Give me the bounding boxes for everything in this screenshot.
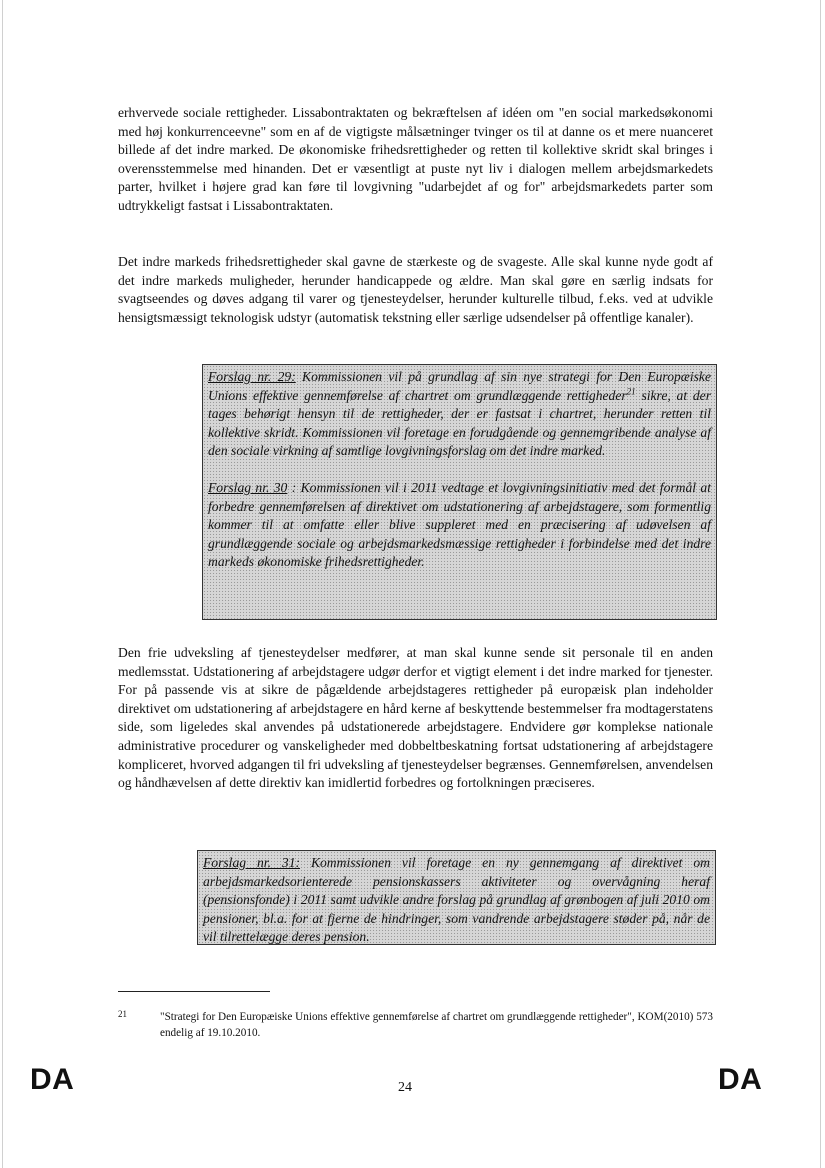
body-paragraph-1: erhvervede sociale rettigheder. Lissabontraktaten og bekræftelsen af idéen om "en social markedsøkonomi med høj konkurrenceevne" som en af de vigtigste målsætninger tvinger os til at danne os et mere nuanceret billede af det indre marked. De økonomiske frihedsrettigheder og retten til kollektive skridt skal bringes i overensstemmelse med hinanden. Det er væsentligt at puste nyt liv i dialogen mellem arbejdsmarkedets parter, hvilket i højere grad kan føre til lovgivning "udarbejdet af og for" arbejdsmarkedets parter som udtrykkeligt fastsat i Lissabontraktaten. <box>118 105 713 213</box>
footnote-text: "Strategi for Den Europæiske Unions effektive gennemførelse af chartret om grundlæggende rettigheder", KOM(2010) 573 endelig af 19.10.2010. <box>160 1011 713 1039</box>
page-number: 24 <box>398 1080 412 1095</box>
footnote-ref-21[interactable]: 21 <box>626 386 636 397</box>
proposal-29-text-a: Kommissionen vil på grundlag af sin nye strategi for Den Europæiske Unions effektive gennemførelse af chartret om grundlæggende rettigheder <box>208 369 712 403</box>
footnote-separator <box>118 991 270 992</box>
proposal-29-label: Forslag nr. 29: <box>208 369 296 384</box>
proposal-30-label: Forslag nr. 30 <box>208 479 288 495</box>
proposal-30 <box>208 479 711 572</box>
scan-right-edge <box>820 0 821 1168</box>
proposal-31-label: Forslag nr. 31: <box>203 855 301 870</box>
proposal-box-29-30 <box>202 364 717 620</box>
proposal-29-text-b: sikre, at der tages behørigt hensyn til de rettigheder, der er fastsat i chartret, herunder retten til kollektive skridt. Kommissionen vil foretage en forudgående og gennemgribende analyse af den sociale virkning af samtlige lovgivningsforslag om det indre marked. <box>208 387 711 459</box>
footnote-number: 21 <box>118 1009 127 1019</box>
body-paragraph-2: Det indre markeds frihedsrettigheder skal gavne de stærkeste og de svageste. Alle skal kunne nyde godt af det indre markeds muligheder, herunder handicappede og ældre. Man skal gøre en særlig indsats for svagtseendes og døves adgang til varer og tjenesteydelser, herunder kulturelle tilbud, f.eks. ved at udvikle hensigtsmæssigt teknologisk udstyr (automatisk tekstning eller særlige udsendelser på offentlige kanaler). <box>118 254 713 325</box>
body-paragraph-3: Den frie udveksling af tjenesteydelser medfører, at man skal kunne sende sit personale til en anden medlemsstat. Udstationering af arbejdstagere udgør derfor et vigtigt element i det indre marked for tjenester. For på passende vis at sikre de pågældende arbejdstageres rettigheder på europæisk plan indeholder direktivet om udstationering af arbejdstagere en hård kerne af beskyttende bestemmelser fra modtagerstatens side, som ligeledes skal anvendes på udstationerede arbejdstagere. Endvidere gør komplekse nationale administrative procedurer og vanskeligheder med dobbeltbeskatning fortsat udstationering af arbejdstagere kompliceret, hvorved adgangen til fri udveksling af tjenesteydelser begrænses. Gennemførelsen, anvendelsen og håndhævelsen af dette direktiv kan imidlertid forbedres og fortolkningen præciseres. <box>118 645 713 791</box>
scan-left-edge <box>2 0 3 1168</box>
proposal-31 <box>203 854 710 947</box>
proposal-30-text: : Kommissionen vil i 2011 vedtage et lovgivningsinitiativ med det formål at forbedre gennemførelsen af direktivet om udstationering af arbejdstagere, som formentlig kommer til at omfatte eller blive suppleret med en præcisering af udøvelsen af grundlæggende sociale og arbejdsmarkedsmæssige rettigheder i forbindelse med det indre markeds økonomiske frihedsrettigheder. <box>208 479 711 570</box>
proposal-29 <box>208 368 711 461</box>
proposal-31-text: Kommissionen vil foretage en ny gennemgang af direktivet om arbejdsmarkedsorienterede pensionskassers aktiviteter og overvågning heraf (pensionsfonde) i 2011 samt udvikle andre forslag på grundlag af grønbogen af juli 2010 om pensioner, bl.a. for at fjerne de hindringer, som vandrende arbejdstagere støder på, når de vil tilrettelægge deres pension. <box>203 855 710 945</box>
language-code-right: DA <box>718 1063 763 1096</box>
language-code-left: DA <box>30 1063 75 1096</box>
proposal-box-31 <box>197 850 716 945</box>
